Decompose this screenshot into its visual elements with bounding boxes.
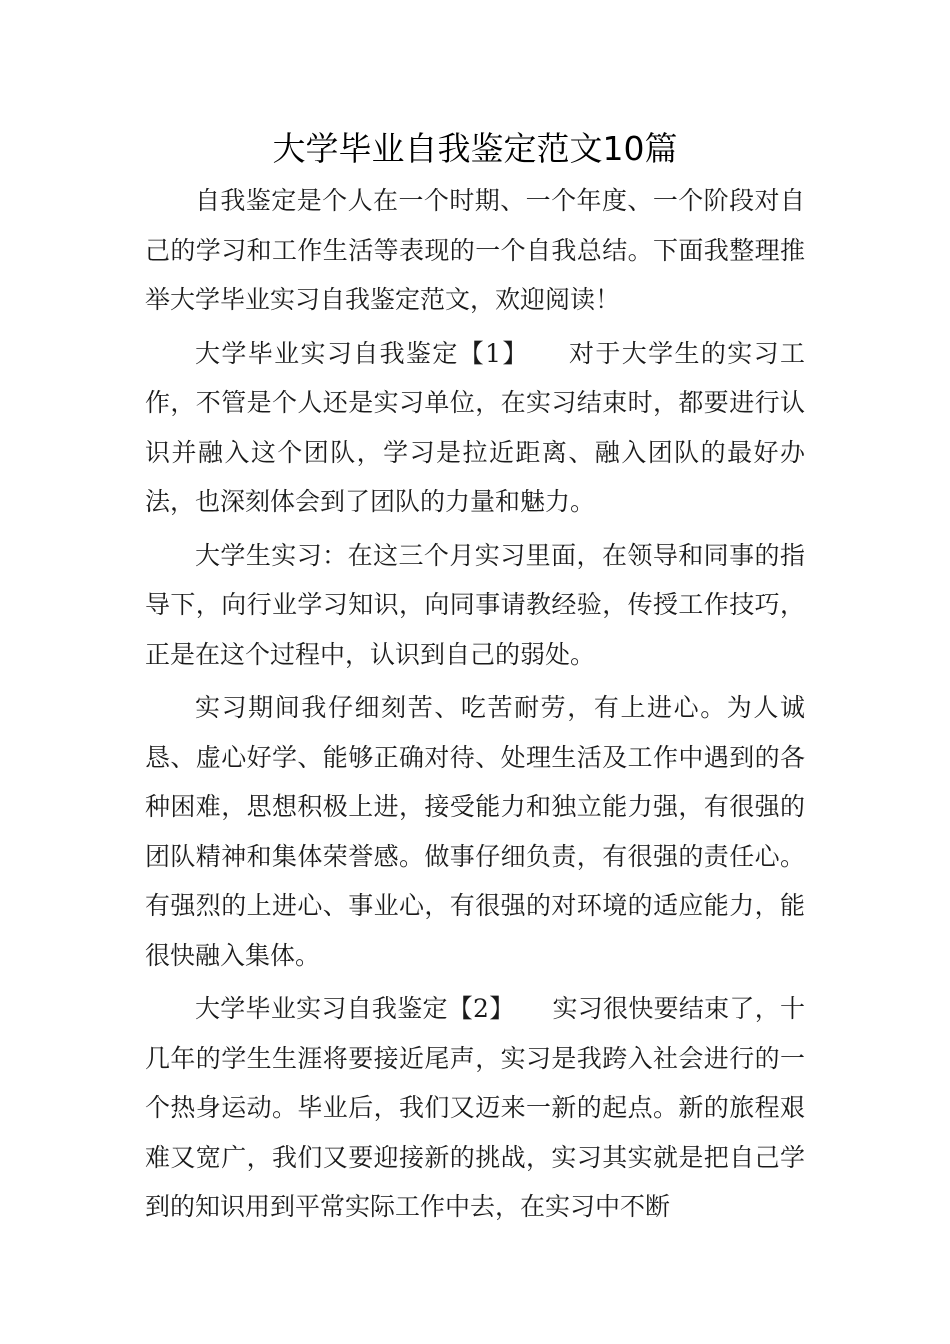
paragraph-section-2: 大学毕业实习自我鉴定【2】 实习很快要结束了，十几年的学生生涯将要接近尾声，实习是我跨入社会进行的一个热身运动。毕业后，我们又迈来一新的起点。新的旅程艰难又宽广，我们又要迎接新的挑战，实习其实就是把自己学到的知识用到平常实际工作中去，在实习中不断 [145, 994, 805, 1221]
document-title: 大学毕业自我鉴定范文10篇 [272, 129, 678, 168]
paragraph-qualities: 实习期间我仔细刻苦、吃苦耐劳，有上进心。为人诚恳、虚心好学、能够正确对待、处理生活及工作中遇到的各种困难，思想积极上进，接受能力和独立能力强，有很强的团队精神和集体荣誉感。做事仔细负责，有很强的责任心。有强烈的上进心、事业心，有很强的对环境的适应能力，能很快融入集体。 [145, 693, 805, 970]
paragraph-internship: 大学生实习：在这三个月实习里面，在领导和同事的指导下，向行业学习知识，向同事请教经验，传授工作技巧，正是在这个过程中，认识到自己的弱处。 [145, 540, 805, 669]
paragraph-section-1: 大学毕业实习自我鉴定【1】 对于大学生的实习工作，不管是个人还是实习单位，在实习结束时，都要进行认识并融入这个团队，学习是拉近距离、融入团队的最好办法，也深刻体会到了团队的力量和魅力。 [145, 338, 805, 516]
document-body [145, 176, 805, 1232]
paragraph-intro: 自我鉴定是个人在一个时期、一个年度、一个阶段对自己的学习和工作生活等表现的一个自我总结。下面我整理推举大学毕业实习自我鉴定范文，欢迎阅读！ [145, 186, 805, 314]
